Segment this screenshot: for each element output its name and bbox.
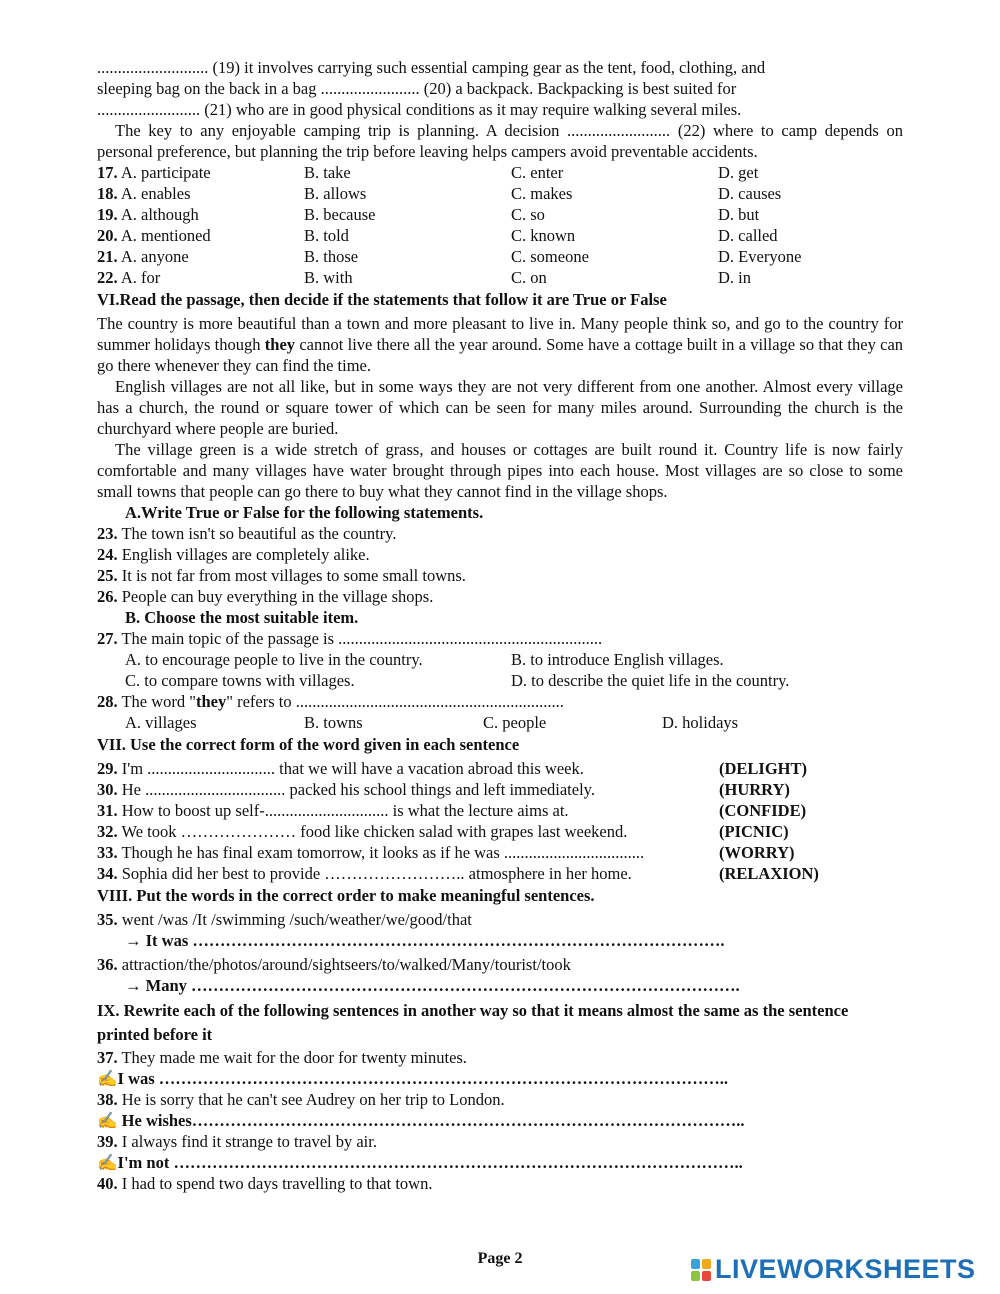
logo-text: LIVEWORKSHEETS [715, 1254, 976, 1284]
sentence-text: I had to spend two days travelling to that town. [117, 1174, 433, 1193]
question-number: 25. [97, 566, 118, 585]
tf-statement[interactable] [97, 523, 903, 544]
option-b[interactable]: B. because [304, 205, 376, 224]
options-row [97, 649, 903, 670]
mc-question-row [97, 225, 903, 246]
mc-question-row [97, 162, 903, 183]
root-word: (CONFIDE) [719, 801, 807, 820]
word-form-item[interactable] [97, 863, 903, 884]
option-d[interactable]: D. holidays [662, 713, 739, 732]
option-c[interactable]: C. enter [511, 163, 564, 182]
sentence-text: He is sorry that he can't see Audrey on her trip to London. [117, 1090, 505, 1109]
question-number: 23. [97, 524, 118, 543]
option-a[interactable]: A. to encourage people to live in the country. [125, 650, 423, 669]
question-number: 30. [97, 780, 118, 799]
question-number: 27. [97, 629, 118, 648]
root-word: (RELAXION) [719, 864, 819, 883]
question-number: 39. [97, 1132, 118, 1151]
option-a[interactable]: A. anyone [120, 247, 189, 266]
answer-line[interactable]: ✍ He wishes……………………………………………………………………………………….. [97, 1111, 745, 1130]
question-number: 22. [97, 268, 118, 287]
section-6-heading: VI.Read the passage, then decide if the statements that follow it are True or False [97, 290, 667, 309]
option-d[interactable]: D. Everyone [718, 247, 802, 266]
rewrite-question [97, 1089, 903, 1110]
answer-line[interactable]: → It was ……………………………………………………………………………………. [125, 931, 725, 950]
question-text-start: The word " [117, 692, 196, 711]
word-form-item[interactable] [97, 842, 903, 863]
option-a[interactable]: A. mentioned [120, 226, 211, 245]
tf-statement[interactable] [97, 586, 903, 607]
question-28 [97, 691, 903, 712]
rewrite-question [97, 1131, 903, 1152]
liveworksheets-logo [690, 1254, 976, 1285]
question-number: 26. [97, 587, 118, 606]
reading-paragraph-1 [97, 313, 903, 376]
option-a[interactable]: A. participate [120, 163, 211, 182]
option-a[interactable]: A. enables [120, 184, 191, 203]
option-d[interactable]: D. get [718, 163, 759, 182]
option-a[interactable]: A. for [120, 268, 161, 287]
option-b[interactable]: B. told [304, 226, 349, 245]
question-number: 29. [97, 759, 118, 778]
question-number: 18. [97, 184, 118, 203]
word-list: went /was /It /swimming /such/weather/we/good/that [117, 910, 472, 929]
mc-question-row [97, 267, 903, 288]
reading-paragraph-1-end: cannot live there all the year around. Some have a cottage built in a village so that they can go there whenever they can find the time. [97, 335, 904, 375]
part-a-heading: A.Write True or False for the following statements. [125, 503, 484, 522]
root-word: (DELIGHT) [719, 759, 808, 778]
question-number: 19. [97, 205, 118, 224]
sentence-text: Though he has final exam tomorrow, it looks as if he was .................................. [117, 843, 645, 862]
question-text-end: " refers to ................................................................. [226, 692, 564, 711]
option-a[interactable]: A. villages [125, 713, 197, 732]
question-number: 38. [97, 1090, 118, 1109]
word-form-item[interactable] [97, 758, 903, 779]
tf-statement[interactable] [97, 565, 903, 586]
option-c[interactable]: C. to compare towns with villages. [125, 671, 355, 690]
option-d[interactable]: D. to describe the quiet life in the country. [511, 671, 790, 690]
root-word: (HURRY) [719, 780, 790, 799]
question-text: The main topic of the passage is ................................................................ [117, 629, 603, 648]
question-number: 21. [97, 247, 118, 266]
question-number: 28. [97, 692, 118, 711]
worksheet-page [97, 57, 903, 1194]
logo-tiles-icon [690, 1258, 712, 1282]
option-b[interactable]: B. towns [304, 713, 363, 732]
question-27 [97, 628, 903, 649]
passage-line-21: ......................... (21) who are in good physical conditions as it may require walking several miles. [97, 100, 742, 119]
section-9-heading: IX. Rewrite each of the following sentences in another way so that it means almost the same as the sentence printed before it [97, 1001, 849, 1044]
option-b[interactable]: B. with [304, 268, 353, 287]
option-c[interactable]: C. people [483, 713, 547, 732]
mc-question-row [97, 246, 903, 267]
question-number: 40. [97, 1174, 118, 1193]
mc-question-row [97, 183, 903, 204]
question-number: 20. [97, 226, 118, 245]
option-a[interactable]: A. although [120, 205, 199, 224]
reading-paragraph-1-start: The country is more beautiful than a town and more pleasant to live in. Many people think so, and go to the country for summer holidays though [97, 314, 903, 354]
question-number: 31. [97, 801, 118, 820]
statement-text: It is not far from most villages to some small towns. [117, 566, 466, 585]
answer-line[interactable]: ✍I'm not ………………………………………………………………………………………….. [97, 1153, 743, 1172]
question-number: 17. [97, 163, 118, 182]
option-b[interactable]: B. allows [304, 184, 367, 203]
reading-paragraph-3: The village green is a wide stretch of grass, and houses or cottages are built round it. Country life is now fairly comfortable and many villages have water brought through pipes into each house. Most villages are so close to some small towns that people can go there to buy what they cannot find in the village shops. [97, 440, 903, 501]
sentence-text: How to boost up self-.............................. is what the lecture aims at. [117, 801, 569, 820]
rewrite-question [97, 1173, 903, 1194]
option-d[interactable]: D. causes [718, 184, 782, 203]
option-d[interactable]: D. in [718, 268, 751, 287]
question-number: 34. [97, 864, 118, 883]
option-c[interactable]: C. on [511, 268, 547, 287]
option-d[interactable]: D. called [718, 226, 778, 245]
option-c[interactable]: C. so [511, 205, 545, 224]
part-b-heading: B. Choose the most suitable item. [125, 608, 359, 627]
passage-line-20: sleeping bag on the back in a bag ........................ (20) a backpack. Backpacking is best suited for [97, 79, 737, 98]
option-b[interactable]: B. to introduce English villages. [511, 650, 724, 669]
sentence-text: Sophia did her best to provide …………………….. atmosphere in her home. [117, 864, 632, 883]
sentence-text: He .................................. packed his school things and left immediately. [117, 780, 595, 799]
answer-line[interactable]: → Many ………………………………………………………………………………………. [125, 976, 740, 995]
statement-text: People can buy everything in the village shops. [117, 587, 434, 606]
word-list: attraction/the/photos/around/sightseers/to/walked/Many/tourist/took [117, 955, 571, 974]
root-word: (WORRY) [719, 843, 795, 862]
question-35 [97, 909, 903, 930]
section-8-heading: VIII. Put the words in the correct order to make meaningful sentences. [97, 886, 595, 905]
statement-text: The town isn't so beautiful as the country. [117, 524, 397, 543]
option-c[interactable]: C. someone [511, 247, 589, 266]
question-number: 32. [97, 822, 118, 841]
question-36 [97, 954, 903, 975]
word-form-item[interactable] [97, 800, 903, 821]
statement-text: English villages are completely alike. [117, 545, 370, 564]
options-row [97, 670, 903, 691]
sentence-text: We took ………………… food like chicken salad with grapes last weekend. [117, 822, 628, 841]
rewrite-question [97, 1047, 903, 1068]
sentence-text: I'm ............................... that we will have a vacation abroad this week. [117, 759, 584, 778]
section-7-heading: VII. Use the correct form of the word given in each sentence [97, 735, 520, 754]
option-b[interactable]: B. those [304, 247, 359, 266]
question-number: 36. [97, 955, 118, 974]
passage-paragraph-22: The key to any enjoyable camping trip is planning. A decision ......................... (22) where to camp depends on personal preference, but planning the trip before leaving helps campers avoid preventable accidents. [97, 121, 903, 161]
option-b[interactable]: B. take [304, 163, 351, 182]
mc-question-list [97, 162, 903, 288]
root-word: (PICNIC) [719, 822, 789, 841]
mc-question-row [97, 204, 903, 225]
sentence-text: They made me wait for the door for twenty minutes. [117, 1048, 467, 1067]
reading-paragraph-2: English villages are not all like, but in some ways they are not very different from one another. Almost every village has a church, the round or square tower of which can be seen for many miles around. Surrounding the church is the churchyard where people are buried. [97, 377, 903, 438]
page-number: Page 2 [477, 1250, 523, 1267]
question-number: 37. [97, 1048, 118, 1067]
options-row [97, 712, 903, 733]
question-number: 33. [97, 843, 118, 862]
option-c[interactable]: C. makes [511, 184, 573, 203]
word-form-item[interactable] [97, 821, 903, 842]
sentence-text: I always find it strange to travel by air. [117, 1132, 377, 1151]
option-c[interactable]: C. known [511, 226, 576, 245]
word-form-item[interactable] [97, 779, 903, 800]
highlighted-word-they: they [196, 692, 227, 711]
question-number: 35. [97, 910, 118, 929]
option-d[interactable]: D. but [718, 205, 760, 224]
question-number: 24. [97, 545, 118, 564]
highlighted-word-they: they [264, 335, 296, 354]
answer-line[interactable]: ✍I was ………………………………………………………………………………………….. [97, 1069, 729, 1088]
passage-line-19: ........................... (19) it involves carrying such essential camping gear as the tent, food, clothing, and [97, 58, 766, 77]
tf-statement[interactable] [97, 544, 903, 565]
